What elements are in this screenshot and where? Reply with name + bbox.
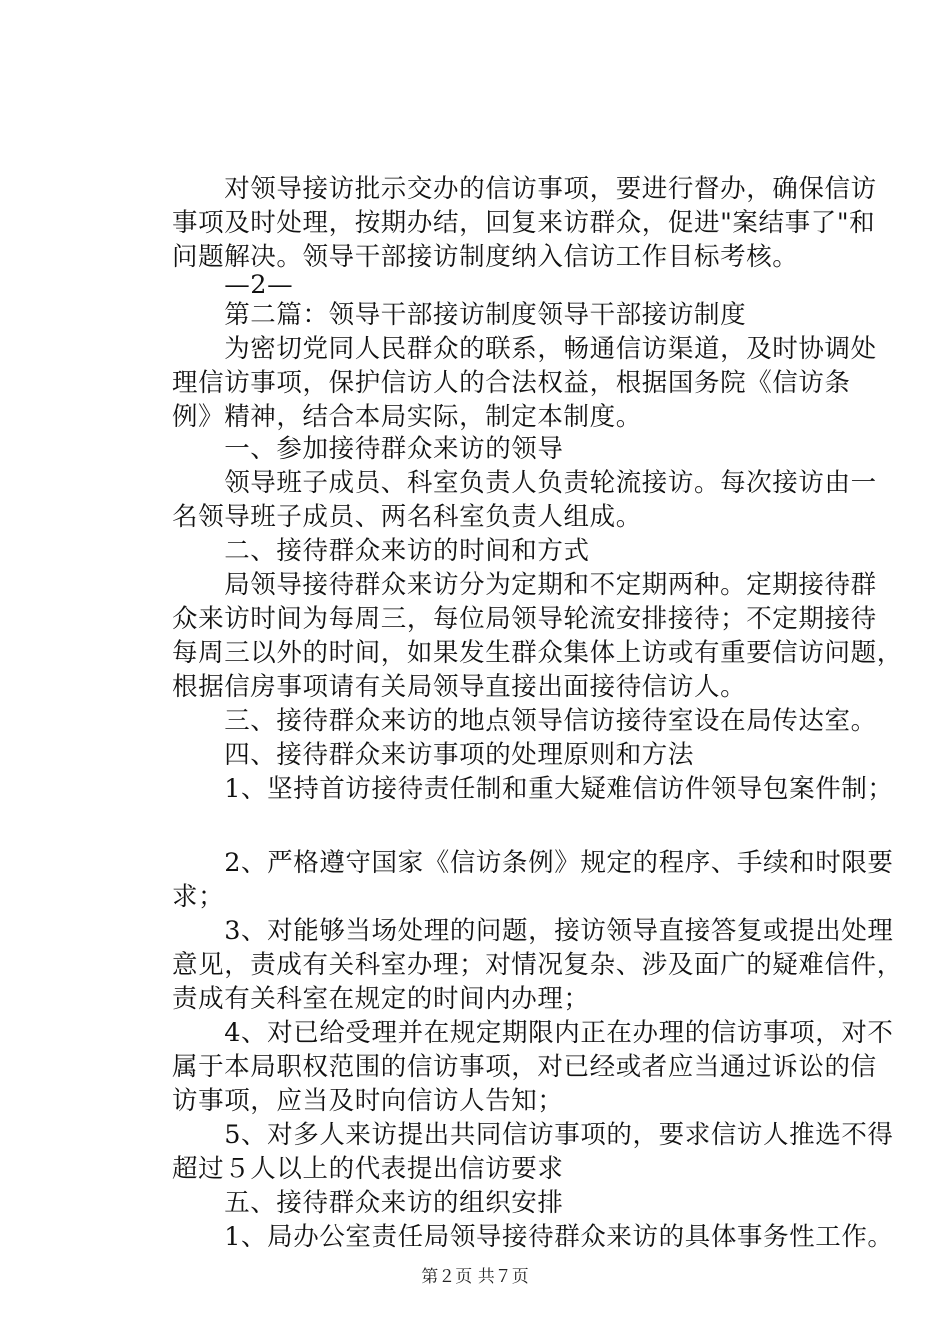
- list-item-3-line-1: 3、对能够当场处理的问题，接访领导直接答复或提出处理: [172, 916, 894, 946]
- body-line-14: 众来访时间为每周三，每位局领导轮流安排接待；不定期接待: [172, 604, 877, 634]
- subheading-4: 四、接待群众来访事项的处理原则和方法: [172, 740, 695, 770]
- body-line-10: 领导班子成员、科室负责人负责轮流接访。每次接访由一: [172, 468, 877, 498]
- list-item-4-line-2: 属于本局职权范围的信访事项，对已经或者应当通过诉讼的信: [172, 1052, 877, 1082]
- subheading-2: 二、接待群众来访的时间和方式: [172, 536, 590, 566]
- body-line-8: 例》精神，结合本局实际，制定本制度。: [172, 402, 642, 432]
- body-line-15: 每周三以外的时间，如果发生群众集体上访或有重要信访问题，: [172, 638, 903, 668]
- body-line-13: 局领导接待群众来访分为定期和不定期两种。定期接待群: [172, 570, 877, 600]
- list-item-2-line-1: 2、严格遵守国家《信访条例》规定的程序、手续和时限要: [172, 848, 894, 878]
- list-item-2-line-2: 求；: [172, 882, 225, 912]
- list-item-4-line-1: 4、对已给受理并在规定期限内正在办理的信访事项，对不: [172, 1018, 894, 1048]
- list-item-6: 1、局办公室责任局领导接待群众来访的具体事务性工作。: [172, 1222, 894, 1252]
- list-item-1: 1、坚持首访接待责任制和重大疑难信访件领导包案件制；: [172, 774, 894, 804]
- subheading-1: 一、参加接待群众来访的领导: [172, 434, 564, 464]
- section-heading: 第二篇：领导干部接访制度领导干部接访制度: [172, 300, 747, 330]
- body-line-6: 为密切党同人民群众的联系，畅通信访渠道，及时协调处: [172, 334, 877, 364]
- list-item-5-line-1: 5、对多人来访提出共同信访事项的，要求信访人推选不得: [172, 1120, 894, 1150]
- page-marker-line: —2—: [172, 270, 294, 300]
- body-line-16: 根据信房事项请有关局领导直接出面接待信访人。: [172, 672, 747, 702]
- subheading-5: 五、接待群众来访的组织安排: [172, 1188, 564, 1218]
- body-line-2: 事项及时处理，按期办结，回复来访群众，促进"案结事了"和: [172, 208, 876, 238]
- list-item-5-line-2: 超过５人以上的代表提出信访要求: [172, 1154, 564, 1184]
- body-line-3: 问题解决。领导干部接访制度纳入信访工作目标考核。: [172, 242, 799, 272]
- list-item-3-line-3: 责成有关科室在规定的时间内办理；: [172, 984, 590, 1014]
- list-item-3-line-2: 意见，责成有关科室办理；对情况复杂、涉及面广的疑难信件，: [172, 950, 903, 980]
- subheading-3: 三、接待群众来访的地点领导信访接待室设在局传达室。: [172, 706, 877, 736]
- body-line-7: 理信访事项，保护信访人的合法权益，根据国务院《信访条: [172, 368, 851, 398]
- list-item-4-line-3: 访事项，应当及时向信访人告知；: [172, 1086, 564, 1116]
- page-footer: 第２页 共７页: [421, 1267, 529, 1287]
- body-line-1: 对领导接访批示交办的信访事项，要进行督办，确保信访: [172, 174, 877, 204]
- body-line-11: 名领导班子成员、两名科室负责人组成。: [172, 502, 642, 532]
